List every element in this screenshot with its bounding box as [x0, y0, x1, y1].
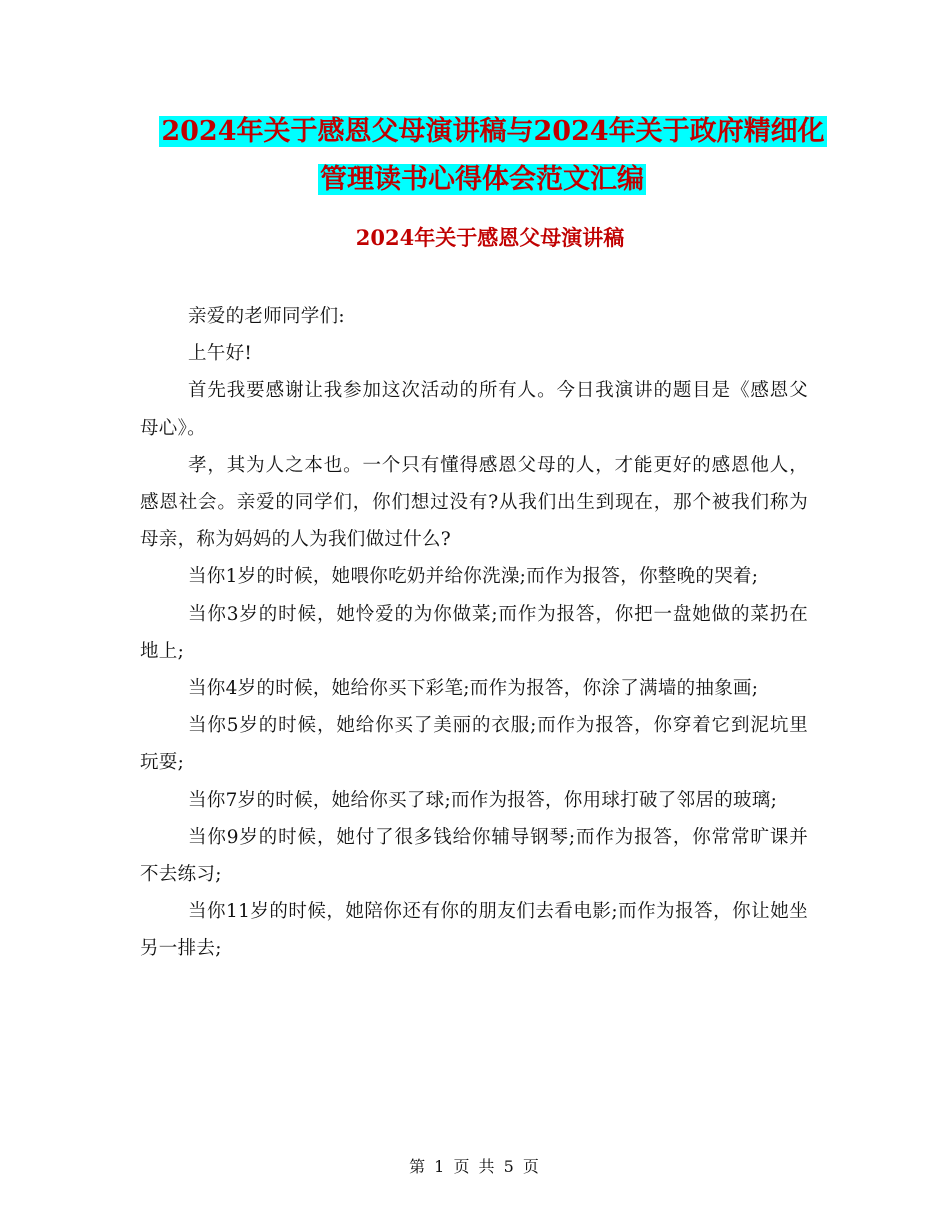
paragraph-age-3: 当你3岁的时候，她怜爱的为你做菜;而作为报答，你把一盘她做的菜扔在地上; [140, 603, 808, 662]
title-line-2-text: 管理读书心得体会范文汇编 [320, 164, 644, 195]
title-line-1-text: 2024年关于感恩父母演讲稿与2024年关于政府精细化 [161, 116, 825, 147]
paragraph-age-7: 当你7岁的时候，她给你买了球;而作为报答，你用球打破了邻居的玻璃; [188, 789, 778, 811]
paragraph-age-1: 当你1岁的时候，她喂你吃奶并给你洗澡;而作为报答，你整晚的哭着; [188, 566, 759, 588]
title-line-1 [36, 108, 950, 156]
paragraph-age-11: 当你11岁的时候，她陪你还有你的朋友们去看电影;而作为报答，你让她坐另一排去; [140, 901, 808, 960]
document-title [0, 108, 950, 204]
speech-body [140, 298, 808, 968]
page-number-footer: 第 1 页 共 5 页 [409, 1157, 541, 1176]
paragraph-age-9: 当你9岁的时候，她付了很多钱给你辅导钢琴;而作为报答，你常常旷课并不去练习; [140, 826, 808, 886]
paragraph-intro: 首先我要感谢让我参加这次活动的所有人。今日我演讲的题目是《感恩父母心》。 [140, 380, 808, 439]
section-heading: 2024年关于感恩父母演讲稿 [355, 225, 625, 250]
paragraph-greeting: 亲爱的老师同学们: [188, 306, 345, 327]
paragraph-age-5: 当你5岁的时候，她给你买了美丽的衣服;而作为报答，你穿着它到泥坑里玩耍; [140, 715, 808, 774]
paragraph-age-4: 当你4岁的时候，她给你买下彩笔;而作为报答，你涂了满墙的抽象画; [188, 678, 759, 700]
paragraph-salutation: 上午好! [188, 343, 253, 365]
title-line-2 [0, 156, 950, 204]
paragraph-filial: 孝，其为人之本也。一个只有懂得感恩父母的人，才能更好的感恩他人，感恩社会。亲爱的同学们，你们想过没有?从我们出生到现在，那个被我们称为母亲，称为妈妈的人为我们做过什么? [140, 454, 808, 551]
